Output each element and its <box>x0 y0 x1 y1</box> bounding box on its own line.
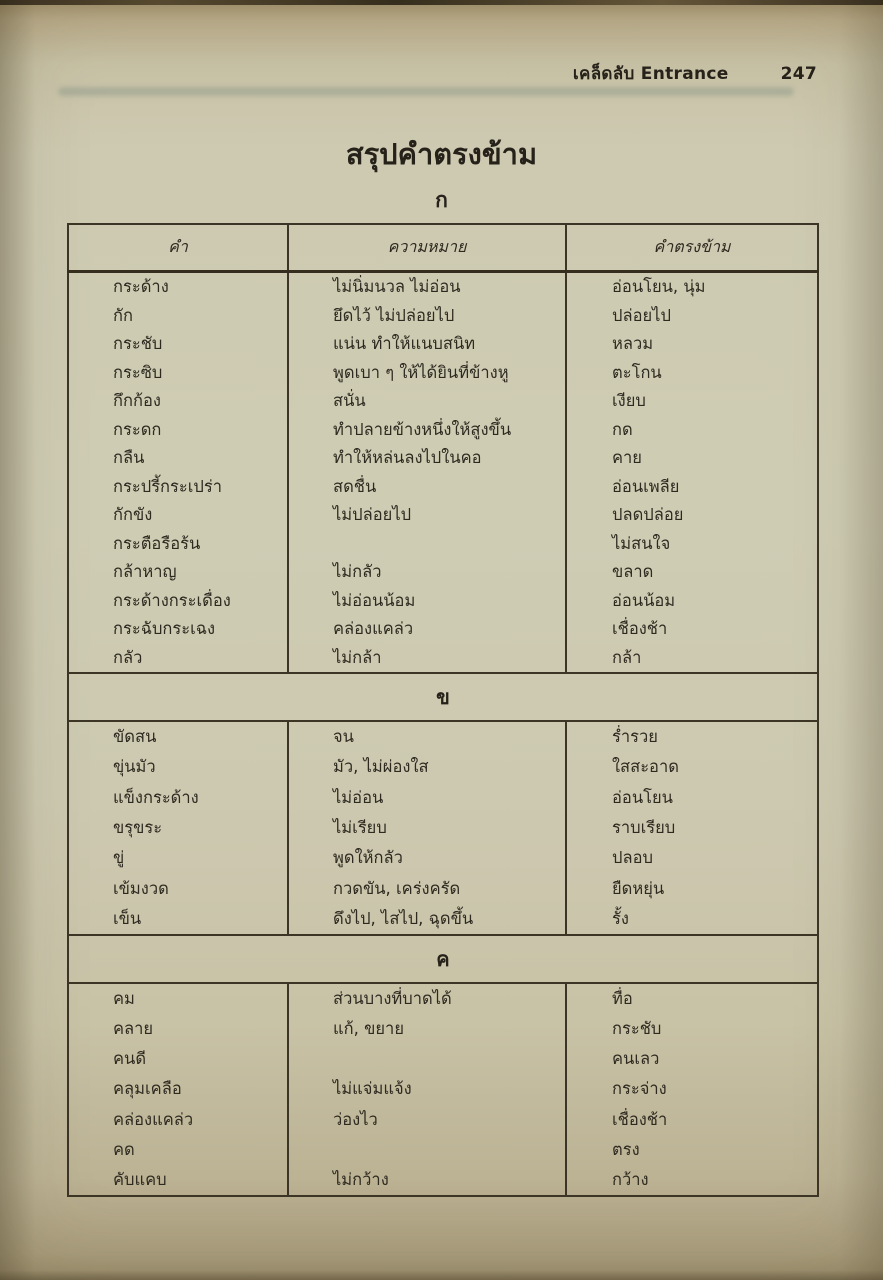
table-cell: อ่อนโยน <box>566 783 818 813</box>
table-row <box>68 501 818 530</box>
scan-smudge-line <box>58 87 794 96</box>
table-row <box>68 1044 818 1074</box>
table-cell: กด <box>566 416 818 445</box>
table-cell: เชื่องช้า <box>566 615 818 644</box>
table-cell: กึกก้อง <box>68 387 288 416</box>
table-cell: ไม่กล้า <box>288 644 566 674</box>
table-row <box>68 813 818 843</box>
table-row <box>68 752 818 782</box>
table-cell: ร่ำรวย <box>566 721 818 752</box>
table-cell: พูดเบา ๆ ให้ได้ยินที่ข้างหู <box>288 359 566 388</box>
table-cell: กวดขัน, เคร่งครัด <box>288 873 566 903</box>
table-cell: ทำให้หล่นลงไปในคอ <box>288 444 566 473</box>
table-cell: คม <box>68 983 288 1014</box>
table-cell: ราบเรียบ <box>566 813 818 843</box>
running-head <box>573 60 817 87</box>
table-cell: กระจ่าง <box>566 1074 818 1104</box>
table-cell: กระซิบ <box>68 359 288 388</box>
table-row <box>68 587 818 616</box>
page-title: สรุปคำตรงข้าม <box>345 137 538 171</box>
table-cell: ไม่นิ่มนวล ไม่อ่อน <box>288 272 566 302</box>
section-letter-kh: ข <box>68 673 818 721</box>
table-cell: แข็งกระด้าง <box>68 783 288 813</box>
table-row <box>68 783 818 813</box>
table-row <box>68 1135 818 1165</box>
table-cell: กล้า <box>566 644 818 674</box>
column-header-word: คำ <box>68 224 288 272</box>
table-cell: เงียบ <box>566 387 818 416</box>
table-cell: ไม่สนใจ <box>566 530 818 559</box>
table-row <box>68 843 818 873</box>
table-cell: กว้าง <box>566 1165 818 1196</box>
header-row <box>68 224 818 272</box>
table-cell: ไม่เรียบ <box>288 813 566 843</box>
table-cell: กระชับ <box>566 1014 818 1044</box>
table-cell <box>288 1135 566 1165</box>
table-cell: ไม่อ่อน <box>288 783 566 813</box>
table-row <box>68 473 818 502</box>
section-band-kh <box>68 673 818 721</box>
table-cell: ส่วนบางที่บาดได้ <box>288 983 566 1014</box>
table-cell: สนั่น <box>288 387 566 416</box>
table-cell <box>288 530 566 559</box>
column-header-meaning: ความหมาย <box>288 224 566 272</box>
table-cell: ยืดหยุ่น <box>566 873 818 903</box>
table-cell: คนเลว <box>566 1044 818 1074</box>
table-cell: ทื่อ <box>566 983 818 1014</box>
table-cell: กลืน <box>68 444 288 473</box>
table-cell: หลวม <box>566 330 818 359</box>
table-cell: ขัดสน <box>68 721 288 752</box>
table-cell: อ่อนน้อม <box>566 587 818 616</box>
table-row <box>68 272 818 302</box>
table-cell: ขุ่นมัว <box>68 752 288 782</box>
table-row <box>68 359 818 388</box>
table-cell: ปล่อยไป <box>566 302 818 331</box>
table-cell: เข็น <box>68 904 288 935</box>
table-cell: มัว, ไม่ผ่องใส <box>288 752 566 782</box>
table-row <box>68 721 818 752</box>
table-cell: แน่น ทำให้แนบสนิท <box>288 330 566 359</box>
section-k-rows <box>68 272 818 674</box>
table-cell: ไม่กลัว <box>288 558 566 587</box>
table-cell: ดึงไป, ไสไป, ฉุดขึ้น <box>288 904 566 935</box>
table-row <box>68 1074 818 1104</box>
table-cell: ขู่ <box>68 843 288 873</box>
table-cell: กล้าหาญ <box>68 558 288 587</box>
table-row <box>68 615 818 644</box>
table-cell: กลัว <box>68 644 288 674</box>
band-row <box>68 673 818 721</box>
table-row <box>68 904 818 935</box>
column-header-antonym: คำตรงข้าม <box>566 224 818 272</box>
table-cell: ไม่แจ่มแจ้ง <box>288 1074 566 1104</box>
table-cell: กระดก <box>68 416 288 445</box>
table-cell: คลุมเคลือ <box>68 1074 288 1104</box>
scan-edge-shadow-bottom <box>0 1270 883 1280</box>
table-cell: คลาย <box>68 1014 288 1044</box>
antonym-table <box>67 223 819 1197</box>
table-cell: กระปรี้กระเปร่า <box>68 473 288 502</box>
table-row <box>68 644 818 674</box>
table-row <box>68 1165 818 1196</box>
table-row <box>68 416 818 445</box>
table-cell: คาย <box>566 444 818 473</box>
table-cell: คับแคบ <box>68 1165 288 1196</box>
table-cell: เชื่องช้า <box>566 1104 818 1134</box>
table-row <box>68 330 818 359</box>
table-cell: ใสสะอาด <box>566 752 818 782</box>
table-cell: คล่องแคล่ว <box>68 1104 288 1134</box>
band-row <box>68 935 818 983</box>
table-row <box>68 1104 818 1134</box>
table-cell: ว่องไว <box>288 1104 566 1134</box>
table-cell: กระฉับกระเฉง <box>68 615 288 644</box>
table-cell: ไม่ปล่อยไป <box>288 501 566 530</box>
table-cell: กักขัง <box>68 501 288 530</box>
table-cell <box>288 1044 566 1074</box>
table-cell: ขรุขระ <box>68 813 288 843</box>
table-cell: คนดี <box>68 1044 288 1074</box>
table-row <box>68 873 818 903</box>
table-cell: คด <box>68 1135 288 1165</box>
table-header <box>68 224 818 272</box>
table-cell: รั้ง <box>566 904 818 935</box>
section-letter-kho: ค <box>68 935 818 983</box>
table-cell: พูดให้กลัว <box>288 843 566 873</box>
table-cell: อ่อนเพลีย <box>566 473 818 502</box>
page-number: 247 <box>780 64 817 84</box>
table-row <box>68 1014 818 1044</box>
table-cell: ขลาด <box>566 558 818 587</box>
table-row <box>68 387 818 416</box>
section-kho-rows <box>68 983 818 1196</box>
table-row <box>68 444 818 473</box>
section-kh-rows <box>68 721 818 935</box>
table-cell: ไม่อ่อนน้อม <box>288 587 566 616</box>
table-cell: กระด้างกระเดื่อง <box>68 587 288 616</box>
table-cell: ทำปลายข้างหนึ่งให้สูงขึ้น <box>288 416 566 445</box>
table-cell: เข้มงวด <box>68 873 288 903</box>
table-cell: แก้, ขยาย <box>288 1014 566 1044</box>
table-cell: กระตือรือร้น <box>68 530 288 559</box>
table-cell: ตะโกน <box>566 359 818 388</box>
section-letter-k: ก <box>435 188 448 212</box>
table-cell: คล่องแคล่ว <box>288 615 566 644</box>
table-row <box>68 530 818 559</box>
scan-edge-shadow <box>0 0 883 5</box>
table-cell: กระด้าง <box>68 272 288 302</box>
table-cell: อ่อนโยน, นุ่ม <box>566 272 818 302</box>
table-cell: ปลอบ <box>566 843 818 873</box>
table-cell: ยึดไว้ ไม่ปล่อยไป <box>288 302 566 331</box>
table-cell: กัก <box>68 302 288 331</box>
table-row <box>68 558 818 587</box>
table-cell: กระชับ <box>68 330 288 359</box>
table-cell: จน <box>288 721 566 752</box>
table-cell: ตรง <box>566 1135 818 1165</box>
table-row <box>68 302 818 331</box>
section-band-kho <box>68 935 818 983</box>
table-cell: สดชื่น <box>288 473 566 502</box>
table-cell: ไม่กว้าง <box>288 1165 566 1196</box>
table-row <box>68 983 818 1014</box>
table-cell: ปลดปล่อย <box>566 501 818 530</box>
running-head-text: เคล็ดลับ Entrance <box>572 64 729 84</box>
